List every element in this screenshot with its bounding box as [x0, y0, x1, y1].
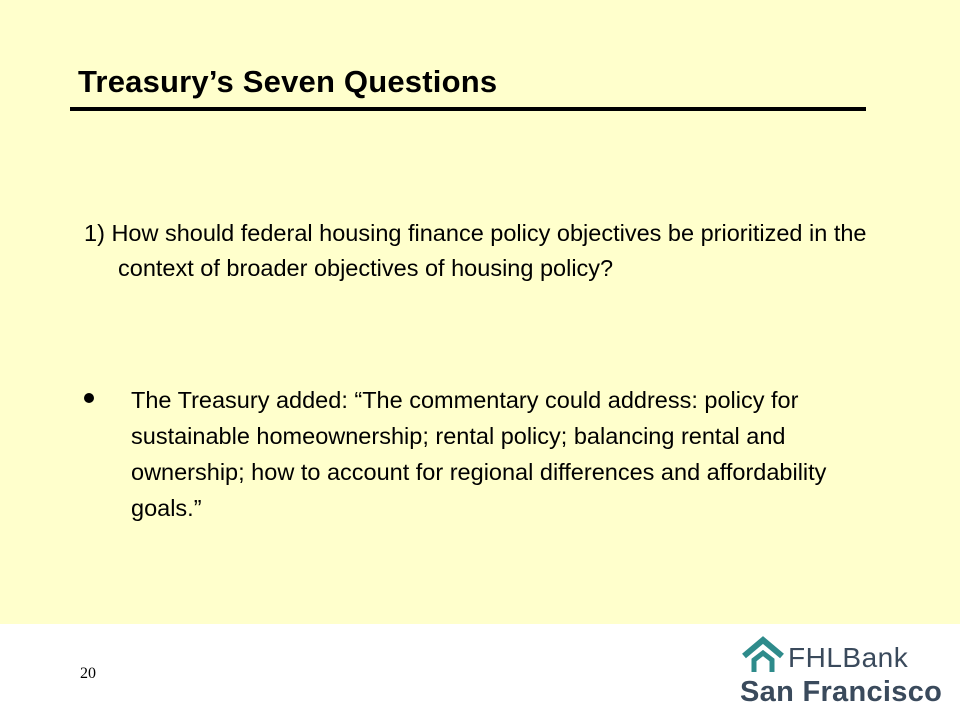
- question-number: 1): [84, 220, 105, 246]
- question-1: [84, 216, 908, 286]
- bullet-dot-icon: [84, 393, 94, 403]
- logo-line2: San Francisco: [740, 676, 943, 708]
- slide-title: Treasury’s Seven Questions: [78, 64, 498, 99]
- title-underline: [70, 107, 866, 111]
- fhlbank-logo: [740, 636, 943, 714]
- question-text: How should federal housing finance policy objectives be prioritized in the context of broader objectives of housing policy?: [111, 220, 867, 281]
- logo-line1: FHLBank: [788, 642, 909, 673]
- bullet-text: The Treasury added: “The commentary could address: policy for sustainable homeownership; rental policy; balancing rental and ownership; how to account for regional differences and affordability goals.”: [131, 387, 827, 521]
- house-roof-icon: [740, 636, 786, 676]
- page-number: 20: [80, 665, 96, 682]
